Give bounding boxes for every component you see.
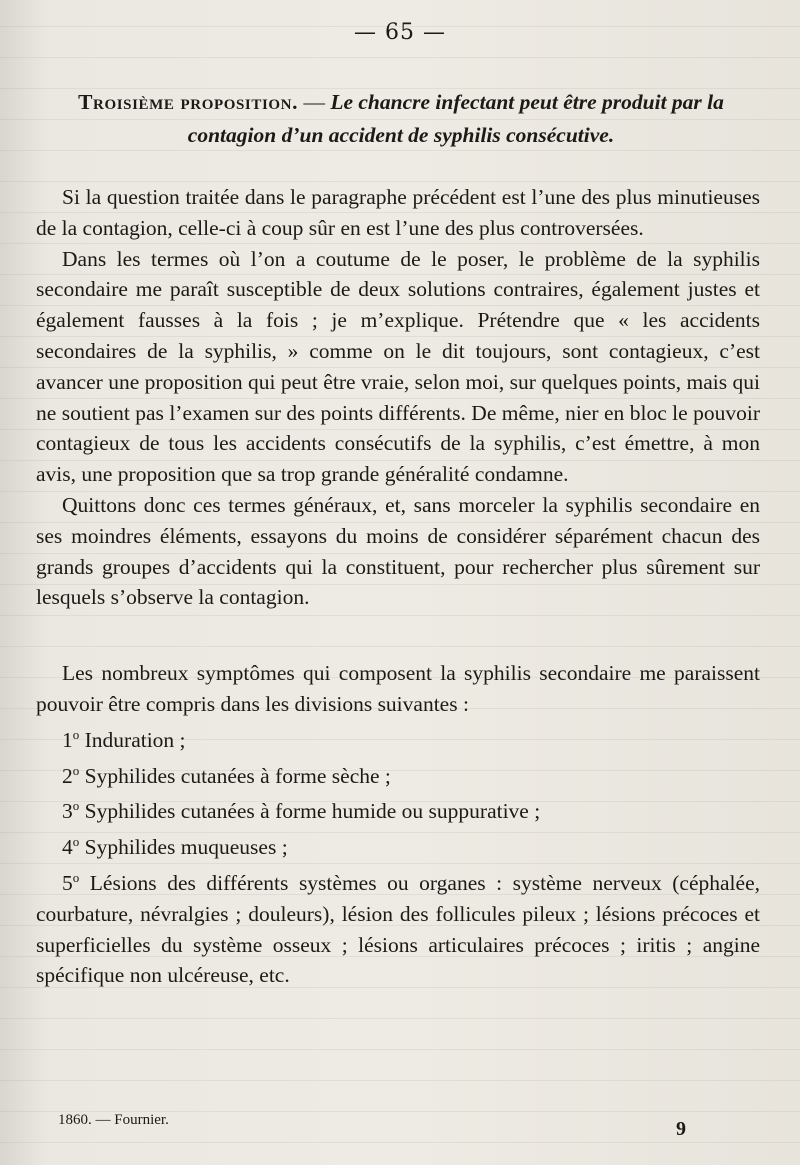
heading-text: Le chancre infectant peut être produit par la contagion d’un accident de syphilis consécutive. <box>187 90 724 147</box>
item-text: Induration ; <box>79 727 186 752</box>
footer-imprint: 1860. — Fournier. <box>58 1112 169 1128</box>
section-heading <box>40 86 762 152</box>
item-number: 3 <box>62 799 73 824</box>
item-number: 4 <box>62 835 73 860</box>
list-item <box>36 863 760 991</box>
paragraph-2: Dans les termes où l’on a coutume de le poser, le problème de la syphilis secondaire me paraît susceptible de deux solutions contraires, également justes et également fausses à la fois ; je m’explique. Prétendre que « les accidents secondaires de la syphilis, » comme on le dit toujours, sont contagieux, c’est avancer une proposition qui peut être vraie, selon moi, sur quelques points, mais qui ne soutient pas l’examen sur des points différents. De même, nier en bloc le pouvoir contagieux de tous les accidents consécutifs de la syphilis, c’est émettre, à mon avis, une proposition que sa trop grande généralité condamne. <box>36 246 760 487</box>
item-text: Syphilides cutanées à forme sèche ; <box>79 763 391 788</box>
paragraph-3: Quittons donc ces termes généraux, et, sans morceler la syphilis secondaire en ses moindres éléments, essayons du moins de considérer séparément chacun des grands groupes d’accidents qui la constituent, pour rechercher plus sûrement sur lesquels s’observe la contagion. <box>36 492 760 610</box>
paragraph-4: Les nombreux symptômes qui composent la syphilis secondaire me paraissent pouvoir être compris dans les divisions suivantes : <box>36 661 760 716</box>
list-item <box>36 720 760 756</box>
item-ordinal: o <box>72 834 80 850</box>
list-item <box>36 791 760 827</box>
item-text: Lésions des différents systèmes ou organes : système nerveux (céphalée, courbature, névralgies ; douleurs), lésion des follicules pileux ; lésions précoces et superficielles du système osseux ; lésions articulaires précoces ; iritis ; angine spécifique non ulcéreuse, etc. <box>36 870 760 988</box>
page-number: — 65 — <box>354 20 446 45</box>
heading-dash: — <box>298 90 331 114</box>
divisions-list <box>36 720 760 991</box>
item-ordinal: o <box>72 869 80 885</box>
list-item <box>36 827 760 863</box>
item-text: Syphilides cutanées à forme humide ou suppurative ; <box>79 799 541 824</box>
item-number: 2 <box>62 763 73 788</box>
item-ordinal: o <box>72 798 80 814</box>
heading-label: Troisième proposition. <box>78 90 299 114</box>
item-ordinal: o <box>72 762 80 778</box>
item-number: 5 <box>62 870 73 895</box>
item-number: 1 <box>62 727 73 752</box>
item-ordinal: o <box>72 726 80 742</box>
signature-mark: 9 <box>676 1118 686 1140</box>
list-item <box>36 756 760 792</box>
body-text <box>36 182 760 991</box>
paragraph-1: Si la question traitée dans le paragraphe précédent est l’une des plus minutieuses de la contagion, celle-ci à coup sûr en est l’une des plus controversées. <box>36 185 760 240</box>
item-text: Syphilides muqueuses ; <box>79 835 288 860</box>
